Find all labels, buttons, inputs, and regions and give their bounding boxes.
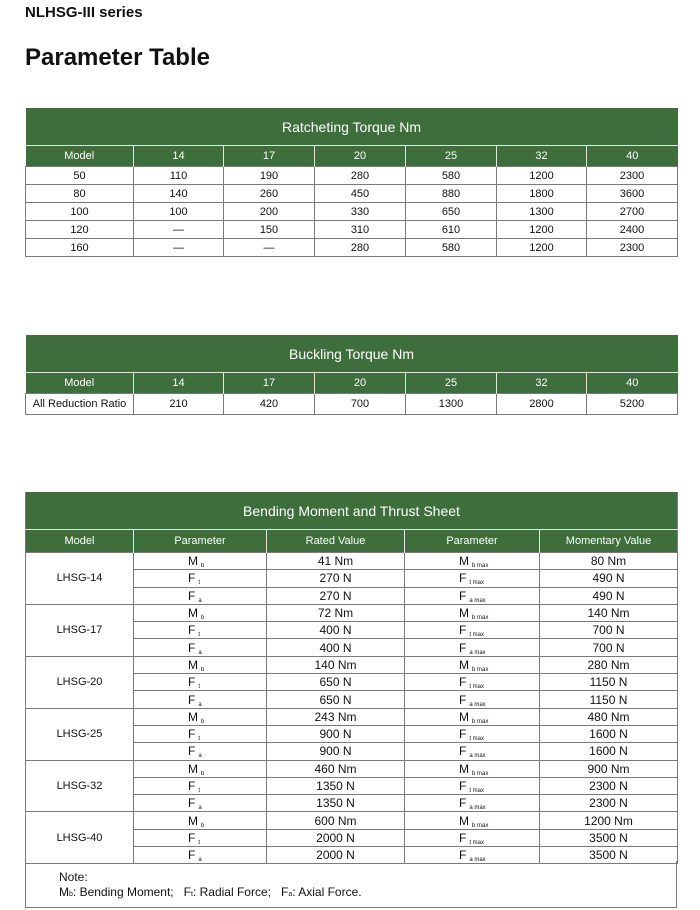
parameter-cell: [134, 570, 267, 587]
parameter-cell: [134, 691, 267, 708]
parameter-cell: [405, 604, 540, 621]
column-header: Model: [26, 530, 134, 553]
rated-value-cell: 400 N: [267, 622, 405, 639]
parameter-symbol: F: [188, 830, 196, 845]
momentary-value-cell: 2300 N: [540, 777, 678, 794]
momentary-value-cell: 3500 N: [540, 847, 678, 864]
parameter-cell: [134, 743, 267, 760]
column-header: 25: [406, 373, 497, 394]
parameter-cell: [405, 622, 540, 639]
parameter-symbol: F: [459, 727, 467, 742]
rated-value-cell: 1350 N: [267, 795, 405, 812]
header-row: [26, 146, 678, 167]
table-row: [26, 708, 678, 725]
parameter-symbol: M: [188, 813, 198, 828]
table-cell: 450: [315, 185, 406, 203]
parameter-symbol: F: [459, 675, 467, 690]
column-header: 32: [497, 146, 587, 167]
parameter-subscript: b max: [472, 822, 489, 829]
parameter-subscript: t: [198, 684, 201, 691]
parameter-symbol: M: [459, 761, 469, 776]
parameter-symbol: M: [188, 761, 198, 776]
rated-value-cell: 650 N: [267, 691, 405, 708]
buckling-torque-table: [25, 335, 678, 415]
parameter-symbol: F: [459, 588, 467, 603]
parameter-subscript: a max: [469, 649, 486, 656]
parameter-cell: [405, 725, 540, 742]
parameter-cell: [134, 587, 267, 604]
parameter-cell: [134, 795, 267, 812]
rated-value-cell: 600 Nm: [267, 812, 405, 829]
momentary-value-cell: 490 N: [540, 587, 678, 604]
parameter-symbol: F: [188, 640, 196, 655]
table-cell: 580: [406, 239, 497, 257]
table-cell: 2300: [587, 239, 678, 257]
table-cell: 700: [315, 394, 406, 415]
rated-value-cell: 72 Nm: [267, 604, 405, 621]
rated-value-cell: 900 N: [267, 743, 405, 760]
table-cell: 110: [134, 167, 224, 185]
parameter-subscript: b max: [472, 770, 489, 777]
parameter-subscript: t: [198, 839, 201, 846]
parameter-subscript: t max: [469, 684, 485, 691]
table-row: [26, 167, 678, 185]
note-item: Mb: Bending Moment;: [59, 885, 174, 899]
parameter-subscript: b max: [472, 615, 489, 622]
parameter-cell: [405, 777, 540, 794]
parameter-cell: [405, 708, 540, 725]
parameter-subscript: b max: [472, 666, 489, 673]
parameter-cell: [405, 570, 540, 587]
column-header: 40: [587, 146, 678, 167]
parameter-symbol: F: [459, 830, 467, 845]
table-title: Ratcheting Torque Nm: [26, 108, 678, 146]
table-row: [26, 604, 678, 621]
momentary-value-cell: 480 Nm: [540, 708, 678, 725]
rated-value-cell: 41 Nm: [267, 553, 405, 570]
rated-value-cell: 270 N: [267, 587, 405, 604]
momentary-value-cell: 700 N: [540, 639, 678, 656]
parameter-cell: [405, 674, 540, 691]
parameter-subscript: t: [198, 788, 201, 794]
rated-value-cell: 400 N: [267, 639, 405, 656]
parameter-cell: [134, 604, 267, 621]
note-box: [25, 861, 677, 908]
parameter-symbol: M: [188, 709, 198, 724]
column-header: 32: [497, 373, 587, 394]
parameter-cell: [405, 743, 540, 760]
parameter-symbol: F: [188, 692, 196, 707]
table-cell: 650: [406, 203, 497, 221]
column-header: 25: [406, 146, 497, 167]
table-cell: 280: [315, 167, 406, 185]
parameter-subscript: t max: [469, 788, 485, 794]
table-cell: 210: [134, 394, 224, 415]
momentary-value-cell: 1150 N: [540, 691, 678, 708]
momentary-value-cell: 280 Nm: [540, 656, 678, 673]
parameter-subscript: t: [198, 736, 201, 743]
table-cell: 880: [406, 185, 497, 203]
parameter-cell: [405, 760, 540, 777]
table-row: [26, 656, 678, 673]
parameter-symbol: F: [459, 796, 467, 811]
parameter-cell: [134, 725, 267, 742]
parameter-symbol: M: [459, 813, 469, 828]
momentary-value-cell: 80 Nm: [540, 553, 678, 570]
note-item: Fa: Axial Force.: [281, 885, 362, 899]
parameter-symbol: F: [459, 623, 467, 638]
parameter-symbol: F: [188, 571, 196, 586]
momentary-value-cell: 1200 Nm: [540, 812, 678, 829]
parameter-subscript: b: [201, 666, 205, 673]
parameter-subscript: b: [201, 563, 205, 570]
parameter-symbol: F: [188, 848, 196, 863]
column-header: 20: [315, 373, 406, 394]
parameter-subscript: t max: [469, 580, 485, 587]
table-cell: 1200: [497, 221, 587, 239]
table-row: [26, 553, 678, 570]
column-header: Momentary Value: [540, 530, 678, 553]
parameter-cell: [134, 553, 267, 570]
table-cell: 160: [26, 239, 134, 257]
table-cell: 330: [315, 203, 406, 221]
parameter-cell: [405, 553, 540, 570]
column-header: Parameter: [134, 530, 267, 553]
note-title: Note:: [59, 870, 88, 884]
momentary-value-cell: 1150 N: [540, 674, 678, 691]
bending-moment-thrust-table: [25, 492, 678, 864]
parameter-subscript: b: [201, 822, 205, 829]
parameter-symbol: F: [188, 796, 196, 811]
table-cell: 100: [134, 203, 224, 221]
table-cell: 80: [26, 185, 134, 203]
model-cell: LHSG-20: [26, 656, 134, 708]
rated-value-cell: 140 Nm: [267, 656, 405, 673]
table-cell: 2300: [587, 167, 678, 185]
table-cell: 310: [315, 221, 406, 239]
parameter-subscript: a: [198, 805, 202, 812]
table-cell: —: [134, 239, 224, 257]
parameter-subscript: b: [201, 718, 205, 725]
parameter-subscript: a max: [469, 597, 486, 604]
table-cell: 420: [224, 394, 315, 415]
parameter-cell: [405, 795, 540, 812]
table-cell: 200: [224, 203, 315, 221]
column-header: 40: [587, 373, 678, 394]
table-row: [26, 394, 678, 415]
table-cell: All Reduction Ratio: [26, 394, 134, 415]
parameter-symbol: F: [188, 675, 196, 690]
parameter-cell: [405, 587, 540, 604]
table-title: Buckling Torque Nm: [26, 335, 678, 373]
column-header: Rated Value: [267, 530, 405, 553]
model-cell: LHSG-17: [26, 604, 134, 656]
parameter-subscript: a max: [469, 857, 486, 864]
parameter-cell: [134, 639, 267, 656]
parameter-symbol: F: [459, 848, 467, 863]
parameter-cell: [405, 691, 540, 708]
momentary-value-cell: 900 Nm: [540, 760, 678, 777]
parameter-symbol: F: [188, 744, 196, 759]
momentary-value-cell: 3500 N: [540, 829, 678, 846]
column-header: 17: [224, 373, 315, 394]
parameter-symbol: M: [188, 657, 198, 672]
parameter-subscript: a: [198, 701, 202, 708]
page-title: Parameter Table: [25, 44, 210, 71]
parameter-symbol: F: [459, 640, 467, 655]
parameter-symbol: F: [188, 623, 196, 638]
momentary-value-cell: 1600 N: [540, 725, 678, 742]
parameter-cell: [134, 829, 267, 846]
parameter-symbol: M: [459, 657, 469, 672]
parameter-symbol: M: [459, 709, 469, 724]
parameter-subscript: a: [198, 857, 202, 864]
note-line: [59, 885, 362, 899]
table-cell: —: [134, 221, 224, 239]
parameter-symbol: M: [188, 606, 198, 621]
parameter-cell: [134, 760, 267, 777]
parameter-cell: [405, 829, 540, 846]
parameter-cell: [134, 674, 267, 691]
parameter-cell: [134, 622, 267, 639]
parameter-subscript: b max: [472, 563, 489, 570]
rated-value-cell: 900 N: [267, 725, 405, 742]
parameter-subscript: b: [201, 770, 205, 777]
series-label: NLHSG-III series: [25, 4, 143, 21]
column-header: 14: [134, 146, 224, 167]
table-title-row: [26, 492, 678, 530]
model-cell: LHSG-40: [26, 812, 134, 864]
table-cell: 1800: [497, 185, 587, 203]
table-cell: 280: [315, 239, 406, 257]
parameter-cell: [134, 708, 267, 725]
column-header: 17: [224, 146, 315, 167]
rated-value-cell: 243 Nm: [267, 708, 405, 725]
parameter-subscript: a max: [469, 805, 486, 812]
parameter-subscript: a max: [469, 753, 486, 760]
momentary-value-cell: 490 N: [540, 570, 678, 587]
parameter-symbol: M: [459, 606, 469, 621]
column-header: 14: [134, 373, 224, 394]
parameter-subscript: a: [198, 649, 202, 656]
parameter-symbol: M: [188, 554, 198, 569]
column-header: Parameter: [405, 530, 540, 553]
table-cell: 100: [26, 203, 134, 221]
table-row: [26, 221, 678, 239]
momentary-value-cell: 1600 N: [540, 743, 678, 760]
parameter-cell: [134, 656, 267, 673]
rated-value-cell: 2000 N: [267, 847, 405, 864]
table-title-row: [26, 108, 678, 146]
parameter-subscript: b: [201, 615, 205, 622]
parameter-symbol: F: [459, 692, 467, 707]
table-row: [26, 185, 678, 203]
model-cell: LHSG-25: [26, 708, 134, 760]
table-cell: 50: [26, 167, 134, 185]
table-title-row: [26, 335, 678, 373]
table-cell: 1300: [406, 394, 497, 415]
rated-value-cell: 270 N: [267, 570, 405, 587]
table-cell: 610: [406, 221, 497, 239]
table-cell: 5200: [587, 394, 678, 415]
table-cell: 2700: [587, 203, 678, 221]
column-header: Model: [26, 373, 134, 394]
parameter-symbol: M: [459, 554, 469, 569]
momentary-value-cell: 140 Nm: [540, 604, 678, 621]
table-title: Bending Moment and Thrust Sheet: [26, 492, 678, 530]
table-cell: 150: [224, 221, 315, 239]
table-cell: 1300: [497, 203, 587, 221]
parameter-cell: [405, 639, 540, 656]
parameter-symbol: F: [459, 744, 467, 759]
rated-value-cell: 2000 N: [267, 829, 405, 846]
parameter-subscript: t: [198, 580, 201, 587]
parameter-symbol: F: [459, 779, 467, 793]
table-cell: 1200: [497, 167, 587, 185]
momentary-value-cell: 700 N: [540, 622, 678, 639]
parameter-subscript: t: [198, 632, 201, 639]
table-cell: 580: [406, 167, 497, 185]
parameter-subscript: a max: [469, 701, 486, 708]
rated-value-cell: 1350 N: [267, 777, 405, 794]
table-row: [26, 760, 678, 777]
parameter-subscript: b max: [472, 718, 489, 725]
table-cell: 140: [134, 185, 224, 203]
table-cell: 3600: [587, 185, 678, 203]
header-row: [26, 373, 678, 394]
parameter-subscript: a: [198, 753, 202, 760]
table-row: [26, 239, 678, 257]
header-row: [26, 530, 678, 553]
table-row: [26, 812, 678, 829]
table-cell: 260: [224, 185, 315, 203]
table-cell: 120: [26, 221, 134, 239]
note-item: Ft: Radial Force;: [183, 885, 271, 899]
parameter-cell: [134, 777, 267, 794]
parameter-symbol: F: [188, 727, 196, 742]
momentary-value-cell: 2300 N: [540, 795, 678, 812]
parameter-subscript: t max: [469, 839, 485, 846]
rated-value-cell: 650 N: [267, 674, 405, 691]
table-cell: 1200: [497, 239, 587, 257]
parameter-symbol: F: [459, 571, 467, 586]
table-cell: 2400: [587, 221, 678, 239]
parameter-symbol: F: [188, 779, 196, 793]
model-cell: LHSG-14: [26, 553, 134, 605]
rated-value-cell: 460 Nm: [267, 760, 405, 777]
column-header: 20: [315, 146, 406, 167]
table-cell: 190: [224, 167, 315, 185]
parameter-cell: [405, 656, 540, 673]
column-header: Model: [26, 146, 134, 167]
table-cell: —: [224, 239, 315, 257]
table-row: [26, 203, 678, 221]
parameter-subscript: t max: [469, 632, 485, 639]
parameter-subscript: a: [198, 597, 202, 604]
table-cell: 2800: [497, 394, 587, 415]
parameter-cell: [134, 812, 267, 829]
ratcheting-torque-table: [25, 108, 678, 257]
parameter-symbol: F: [188, 588, 196, 603]
parameter-subscript: t max: [469, 736, 485, 743]
parameter-cell: [405, 812, 540, 829]
model-cell: LHSG-32: [26, 760, 134, 812]
